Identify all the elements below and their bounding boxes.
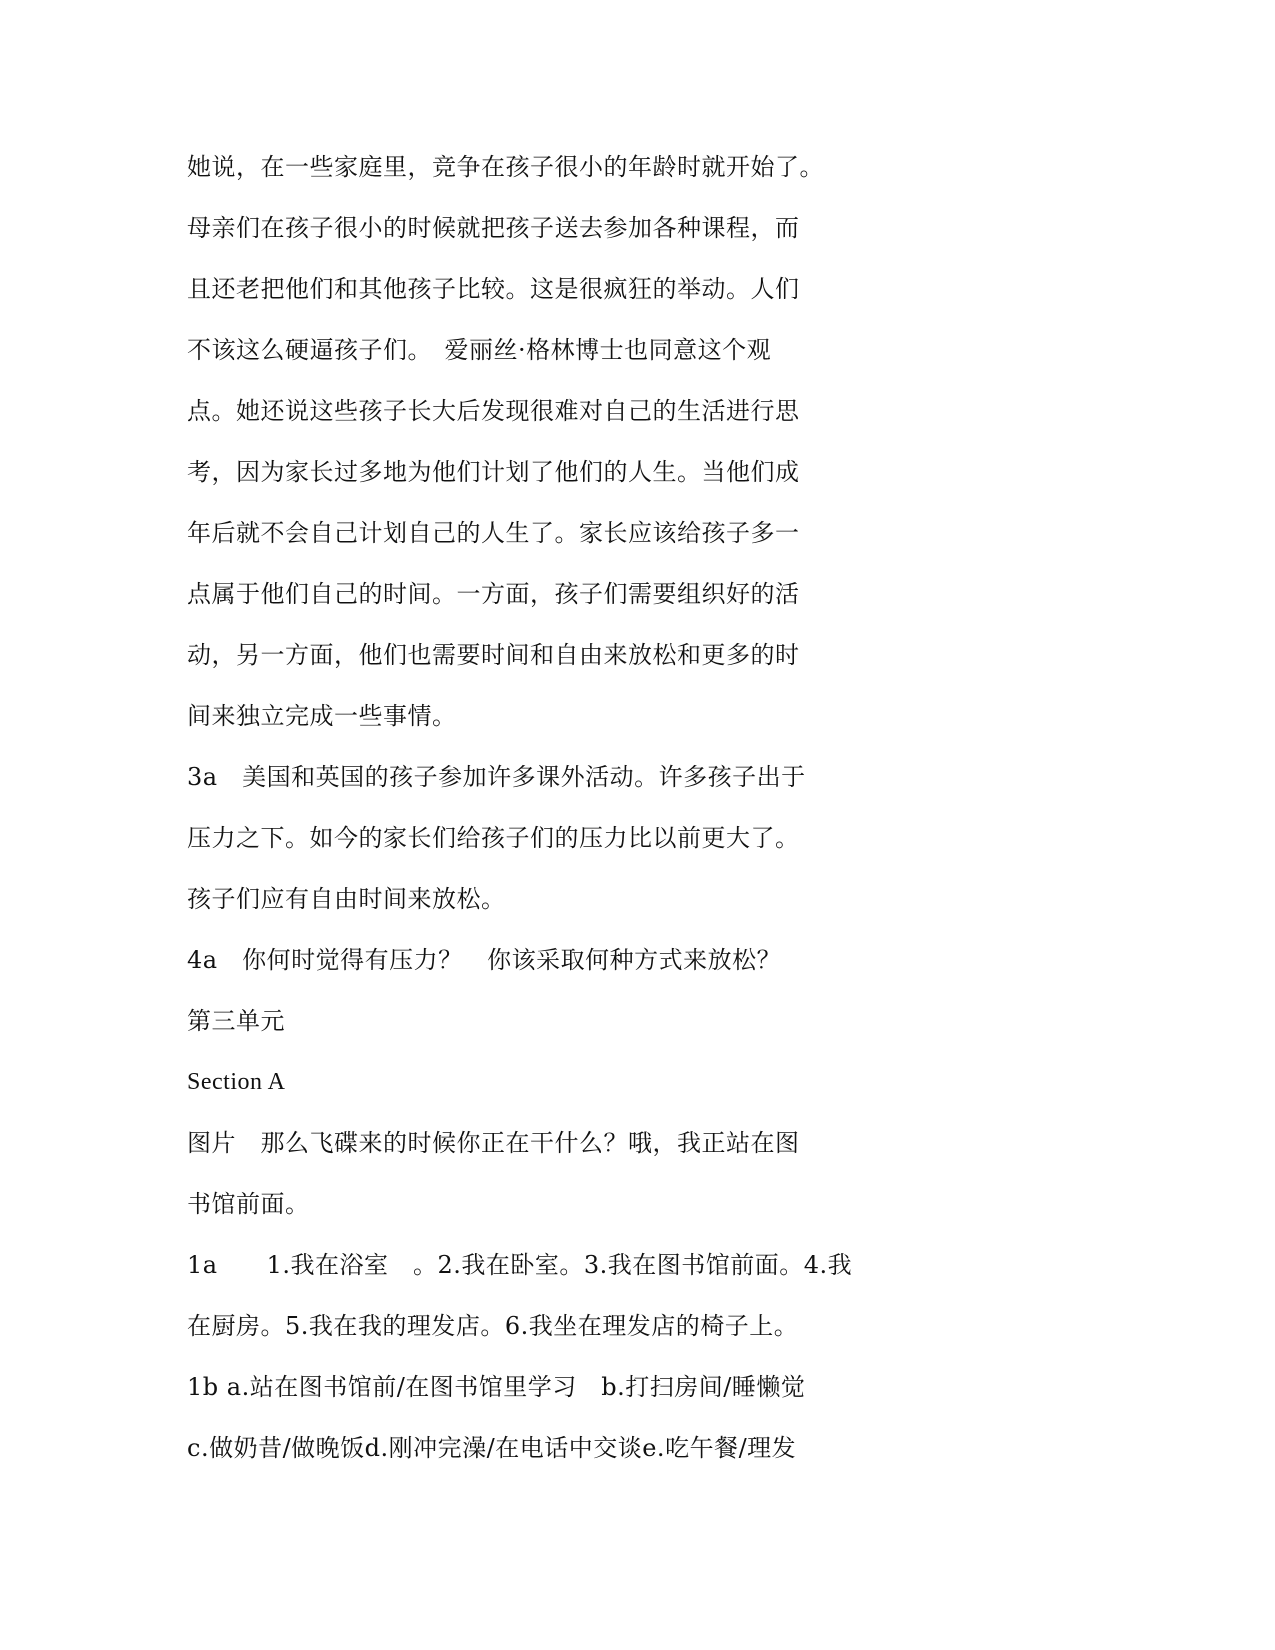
text-line: c.做奶昔/做晚饭d.刚冲完澡/在电话中交谈e.吃午餐/理发: [187, 1434, 797, 1462]
text-line: 图片 那么飞碟来的时候你正在干什么？哦，我正站在图: [187, 1129, 800, 1157]
text-line: 1a 1.我在浴室 。2.我在卧室。3.我在图书馆前面。4.我: [187, 1251, 853, 1279]
text-line: 点。她还说这些孩子长大后发现很难对自己的生活进行思: [187, 397, 800, 425]
text-line: 点属于他们自己的时间。一方面，孩子们需要组织好的活: [187, 580, 800, 608]
text-line: 且还老把他们和其他孩子比较。这是很疯狂的举动。人们: [187, 275, 800, 303]
text-line: 孩子们应有自由时间来放松。: [187, 885, 506, 913]
text-line: 3a 美国和英国的孩子参加许多课外活动。许多孩子出于: [187, 763, 806, 791]
text-line: 1b a.站在图书馆前/在图书馆里学习 b.打扫房间/睡懒觉: [187, 1373, 806, 1401]
text-line: 考，因为家长过多地为他们计划了他们的人生。当他们成: [187, 458, 800, 486]
text-line: 不该这么硬逼孩子们。 爱丽丝·格林博士也同意这个观: [187, 336, 772, 364]
text-line: 间来独立完成一些事情。: [187, 702, 457, 730]
text-line: 4a 你何时觉得有压力？ 你该采取何种方式来放松？: [187, 946, 782, 974]
text-line: 她说，在一些家庭里，竞争在孩子很小的年龄时就开始了。: [187, 153, 824, 181]
text-line: 年后就不会自己计划自己的人生了。家长应该给孩子多一: [187, 519, 800, 547]
section-heading: 第三单元: [187, 1007, 285, 1035]
text-line: 在厨房。5.我在我的理发店。6.我坐在理发店的椅子上。: [187, 1312, 799, 1340]
text-line: 压力之下。如今的家长们给孩子们的压力比以前更大了。: [187, 824, 800, 852]
document-body: [187, 137, 853, 1479]
text-line: 动，另一方面，他们也需要时间和自由来放松和更多的时: [187, 641, 800, 669]
section-subheading: Section A: [187, 1069, 286, 1095]
text-line: 书馆前面。: [187, 1190, 310, 1218]
text-line: 母亲们在孩子很小的时候就把孩子送去参加各种课程，而: [187, 214, 800, 242]
